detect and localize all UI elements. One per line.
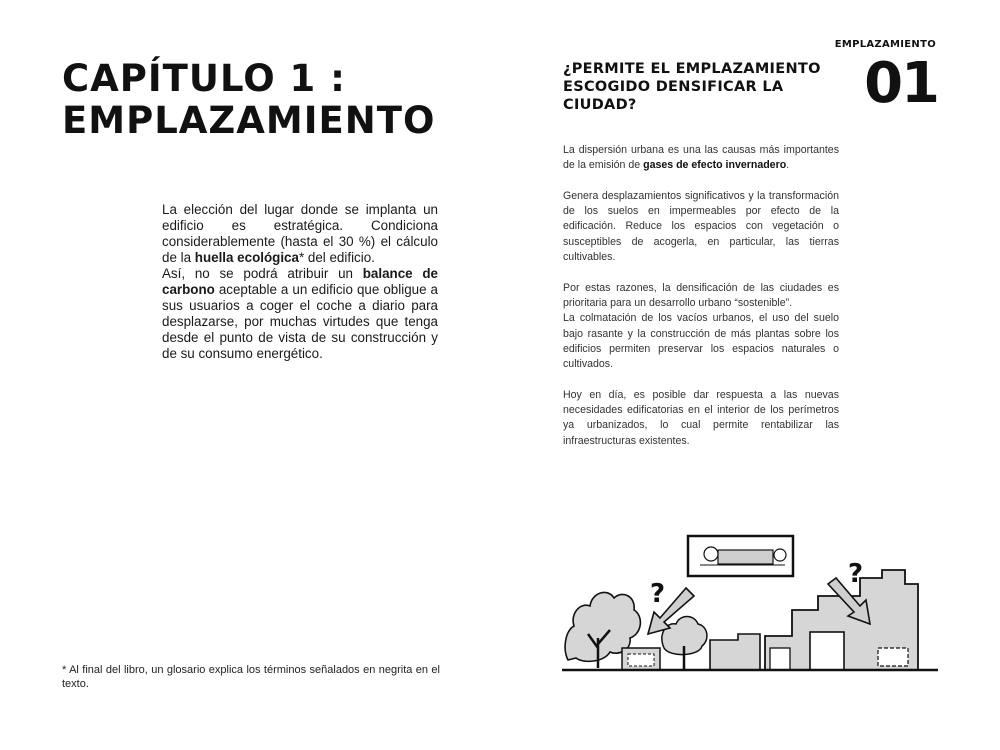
question-mark-left: ?	[650, 579, 666, 609]
footnote: * Al final del libro, un glosario explica los términos señalados en negrita en el texto.	[62, 664, 440, 690]
city-densification-illustration	[560, 530, 940, 680]
tree-middle	[662, 617, 707, 671]
right-page	[500, 0, 1000, 750]
term-gases-efecto-invernadero: gases de efecto invernadero	[643, 159, 787, 172]
intro-sentence-1	[162, 202, 438, 266]
chapter-title-line1: CAPÍTULO 1 :	[62, 57, 346, 100]
body-text	[563, 143, 839, 464]
question-mark-right: ?	[848, 559, 864, 589]
term-balance-carbono: balance de carbono	[162, 266, 439, 297]
paragraph-4: Hoy en día, es posible dar respuesta a las nuevas necesidades edificatorias en el interior de los perímetros ya urbanizados, lo cual permite rentabilizar las infraestructuras existentes.	[563, 388, 839, 447]
paragraph-1	[563, 143, 839, 174]
question-line2: ESCOGIDO DENSIFICAR LA	[563, 79, 784, 95]
chapter-title	[62, 58, 435, 142]
intro-text: La elección del lugar donde se implanta un edificio es estratégica. Condiciona considerablemente (hasta el 30 %) el cálculo de la	[162, 202, 438, 265]
section-number: 01	[864, 51, 938, 116]
intro-text: * del edificio.	[298, 250, 375, 265]
intro-paragraph	[162, 202, 438, 362]
chapter-title-line2: EMPLAZAMIENTO	[62, 99, 436, 142]
paragraph-text: .	[786, 159, 790, 172]
paragraph-3b: La colmatación de los vacíos urbanos, el uso del suelo bajo rasante y la construcción de más plantas sobre los edificios permiten preservar los espacios naturales o cultivados.	[563, 312, 839, 371]
question-line3: CIUDAD?	[563, 97, 637, 113]
framed-picture	[688, 536, 793, 576]
paragraph-3a: Por estas razones, la densificación de las ciudades es prioritaria para un desarrollo urbano “sostenible”.	[563, 281, 839, 309]
term-huella-ecologica: huella ecológica	[194, 250, 299, 265]
paragraph-2: Genera desplazamientos significativos y la transformación de los suelos en impermeables por efecto de la edificación. Reduce los espacios con vegetación o susceptibles de acogerla, en particular, las tierras cultivables.	[563, 189, 839, 264]
question-line1: ¿PERMITE EL EMPLAZAMIENTO	[563, 61, 821, 77]
paragraph-text: La dispersión urbana es una las causas más importantes de la emisión de	[563, 144, 839, 172]
section-label: EMPLAZAMIENTO	[834, 39, 936, 50]
intro-text: Así, no se podrá atribuir un	[162, 266, 363, 281]
intro-text: aceptable a un edificio que obligue a sus usuarios a coger el coche a diario para desplazarse, por muchas virtudes que tenga desde el punto de vista de su construcción y de su consumo energético.	[162, 282, 438, 361]
section-question	[563, 60, 823, 114]
intro-sentence-2	[162, 266, 438, 362]
